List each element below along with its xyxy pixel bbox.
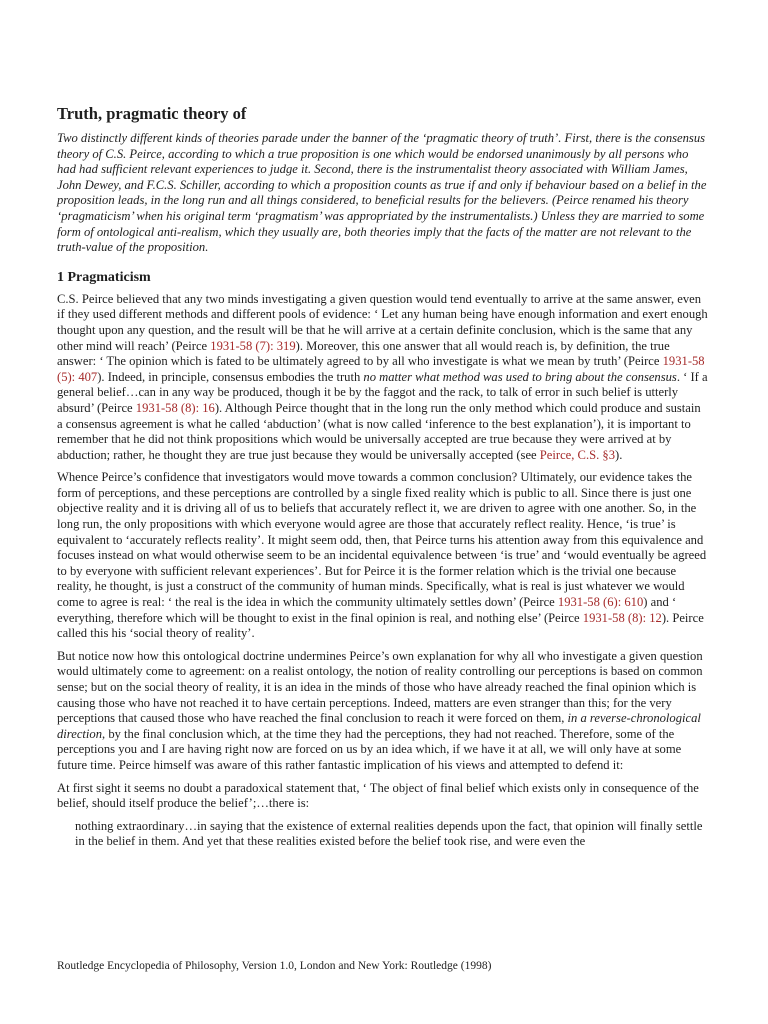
- citation-link[interactable]: 1931-58 (8): 12: [582, 610, 662, 625]
- article-title: Truth, pragmatic theory of: [57, 104, 247, 123]
- paragraph-text: But notice now how this ontological doctrine undermines Peirce’s own explanation for why all who investigate a given question would ultimately come to agreement: on a realist ontology, the notion of reality controlling our perceptions is based on common sense; but on the social theory of reality, it is an idea in the minds of those who have already reached the final opinion which is causing those who have not reached it to have certain perceptions. Indeed, matters are even stranger than this; for the very perceptions that caused those who have reached the final conclusion to reach it were forced on them,: [57, 648, 703, 726]
- emphasis-text: no matter what method was used to bring about the consensus: [363, 369, 677, 384]
- paragraph-3: [57, 649, 709, 774]
- paragraph-text: ). Although Peirce thought that in the long run the only method which could produce and sustain a consensus agreement is what he called ‘abduction’ (what is now called ‘inference to the best explanation’), it is important to remember that he did not think propositions which would be universally accepted are true because they were arrived at by abduction; rather, he thought they are true just because they would be universally accepted (see: [57, 400, 701, 462]
- article: [57, 104, 709, 857]
- paragraph-text: ). Indeed, in principle, consensus embodies the truth: [97, 369, 364, 384]
- citation-link[interactable]: 1931-58 (5): 407: [57, 354, 705, 384]
- emphasis-text: in a reverse-chronological direction: [57, 711, 701, 741]
- page-footer: Routledge Encyclopedia of Philosophy, Version 1.0, London and New York: Routledge (1998): [57, 960, 492, 972]
- paragraph-text: . ‘ If a general belief…can in any way be produced, though it be by the faggot and the rack, to talk of error in such belief is utterly absurd’ (Peirce: [57, 369, 708, 415]
- cross-reference-link[interactable]: Peirce, C.S. §3: [539, 447, 615, 462]
- section-heading-pragmaticism: 1 Pragmaticism: [57, 269, 151, 285]
- paragraph-1: [57, 292, 709, 464]
- paragraph-text: , by the final conclusion which, at the time they had the perceptions, they had not reached. Therefore, some of the perceptions you and I are having right now are forced on us by an idea which, if we have it at all, we will only have at some future time. Peirce himself was aware of this rather fantastic implication of his views and attempted to defend it:: [57, 726, 682, 772]
- block-quote: nothing extraordinary…in saying that the existence of external realities depends upon the fact, that opinion will finally settle in the belief in them. And yet that these realities existed before the belief took rise, and were even the: [75, 818, 703, 849]
- paragraph-text: C.S. Peirce believed that any two minds investigating a given question would tend eventually to arrive at the same answer, even if they used different methods and different pools of evidence: ‘ Let any human being have enough information and exert enough thought upon any question, and the result will be that he will arrive at a certain definite conclusion, which is the same that any other mind will reach’ (Peirce: [57, 291, 708, 353]
- citation-link[interactable]: 1931-58 (8): 16: [135, 400, 215, 415]
- paragraph-2: [57, 470, 709, 642]
- paragraph-text: ).: [615, 447, 623, 462]
- paragraph-text: Whence Peirce’s confidence that investigators would move towards a common conclusion? Ultimately, our evidence takes the form of perceptions, and these perceptions are controlled by a single fixed reality which is public to all. Since there is just one objective reality and it is driving all of us to beliefs that accurately reflect it, we are driven to agree with one another. So, in the long run, the only propositions with which everyone would agree are those that accurately reflect reality. Hence, ‘is true’ is equivalent to ‘accurately reflects reality’. It might seem odd, then, that Peirce turns his attention away from this equivalence and focuses instead on what would otherwise seem to be an incidental equivalence between ‘is true’ and ‘would eventually be agreed to by everyone with sufficient relevant experiences’. But for Peirce it is the former relation which is the trivial one because reality, he thought, is just a construct of the community of human minds. Specifically, what is real is just whatever we would come to agree is real: ‘ the real is the idea in which the community ultimately settles down’ (Peirce: [57, 470, 707, 610]
- article-abstract: Two distinctly different kinds of theories parade under the banner of the ‘pragmatic theory of truth’. First, there is the consensus theory of C.S. Peirce, according to which a true proposition is one which would be endorsed unanimously by all persons who had had sufficient relevant experiences to judge it. Second, there is the instrumentalist theory associated with William James, John Dewey, and F.C.S. Schiller, according to which a proposition counts as true if and only if behaviour based on a belief in the proposition leads, in the long run and all things considered, to beneficial results for the believers. (Peirce renamed his theory ‘pragmaticism’ when his original term ‘pragmatism’ was appropriated by the instrumentalists.) Unless they are married to some form of ontological anti-realism, which they usually are, both theories imply that the facts of the matter are not relevant to the truth-value of the proposition.: [57, 131, 707, 255]
- paragraph-4: At first sight it seems no doubt a paradoxical statement that, ‘ The object of final belief which exists only in consequence of the belief, should itself produce the belief’;…there is:: [57, 780, 699, 811]
- citation-link[interactable]: 1931-58 (7): 319: [210, 338, 296, 353]
- citation-link[interactable]: 1931-58 (6): 610: [557, 595, 644, 610]
- paragraph-text: ). Peirce called this his ‘social theory of reality’.: [57, 610, 704, 641]
- paragraph-text: ). Moreover, this one answer that all would reach is, by definition, the true answer: ‘ The opinion which is fated to be ultimately agreed to by all who investigate is what we mean by truth’ (Peirce: [57, 338, 670, 369]
- paragraph-text: ) and ‘ everything, therefore which will be thought to exist in the final opinion is real, and nothing else’ (Peirce: [57, 595, 677, 625]
